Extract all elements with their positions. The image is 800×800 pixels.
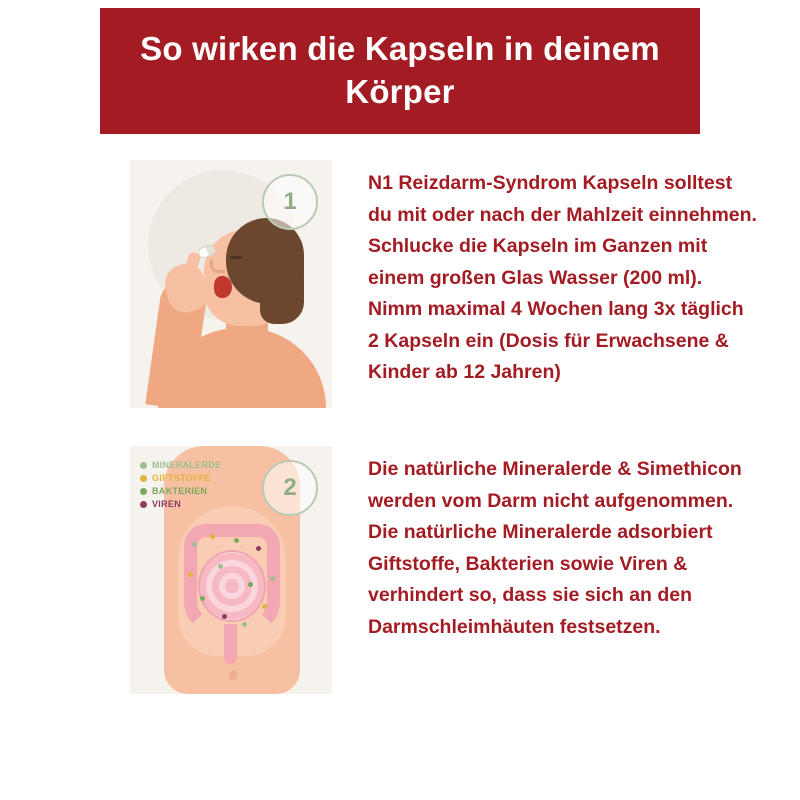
particle-dot (188, 572, 193, 577)
step-number-badge: 1 (262, 174, 318, 230)
step-number-badge: 2 (262, 460, 318, 516)
page-title: So wirken die Kapseln in deinem Körper (140, 30, 660, 110)
step-description: Die natürliche Mineralerde & Simethicon werden vom Darm nicht aufgenommen. Die natürliche Mineralerde adsorbiert Giftstoffe, Bakterien sowie Viren & verhindert so, dass sie sich an den Darmschleimhäuten festsetzen. (368, 458, 742, 638)
small-intestine-shape (198, 550, 266, 622)
person-swallowing-capsule-illustration (130, 160, 332, 408)
particle-dot (270, 576, 275, 581)
particle-dot (210, 534, 215, 539)
particle-dot (222, 614, 227, 619)
legend-item (140, 499, 221, 509)
hair-back-shape (260, 260, 304, 324)
legend-label: MINERALERDE (152, 460, 222, 470)
legend-label: GIFTSTOFFE (152, 473, 211, 483)
legend-item (140, 486, 221, 496)
particle-dot (256, 546, 261, 551)
legend-bullet-icon (140, 501, 147, 508)
legend-bullet-icon (140, 488, 147, 495)
particle-dot (192, 542, 197, 547)
legend-item (140, 460, 221, 470)
legend-label: BAKTERIEN (152, 486, 208, 496)
step-item (0, 446, 800, 694)
nose-shape (210, 260, 225, 273)
step-item (0, 160, 800, 408)
steps-list (0, 160, 800, 732)
header-banner (100, 8, 700, 134)
step-description: N1 Reizdarm-Syndrom Kapseln solltest du mit oder nach der Mahlzeit einnehmen. Schlucke die Kapseln im Ganzen mit einem großen Glas Wasser (200 ml). Nimm maximal 4 Wochen lang 3x täglich 2 Kapseln ein (Dosis für Erwachsene & Kinder ab 12 Jahren) (368, 172, 757, 384)
particle-dot (248, 582, 253, 587)
particle-dot (262, 604, 267, 609)
intestine-torso-illustration (130, 446, 332, 694)
particle-dot (218, 564, 223, 569)
particle-dot (242, 622, 247, 627)
legend-label: VIREN (152, 499, 182, 509)
rectum-shape (224, 624, 237, 664)
legend-bullet-icon (140, 462, 147, 469)
particle-dot (234, 538, 239, 543)
navel-shape (229, 670, 237, 680)
legend (140, 460, 221, 512)
legend-bullet-icon (140, 475, 147, 482)
legend-item (140, 473, 221, 483)
open-mouth-shape (214, 276, 232, 298)
eye-shape (230, 256, 242, 259)
particle-dot (200, 596, 205, 601)
